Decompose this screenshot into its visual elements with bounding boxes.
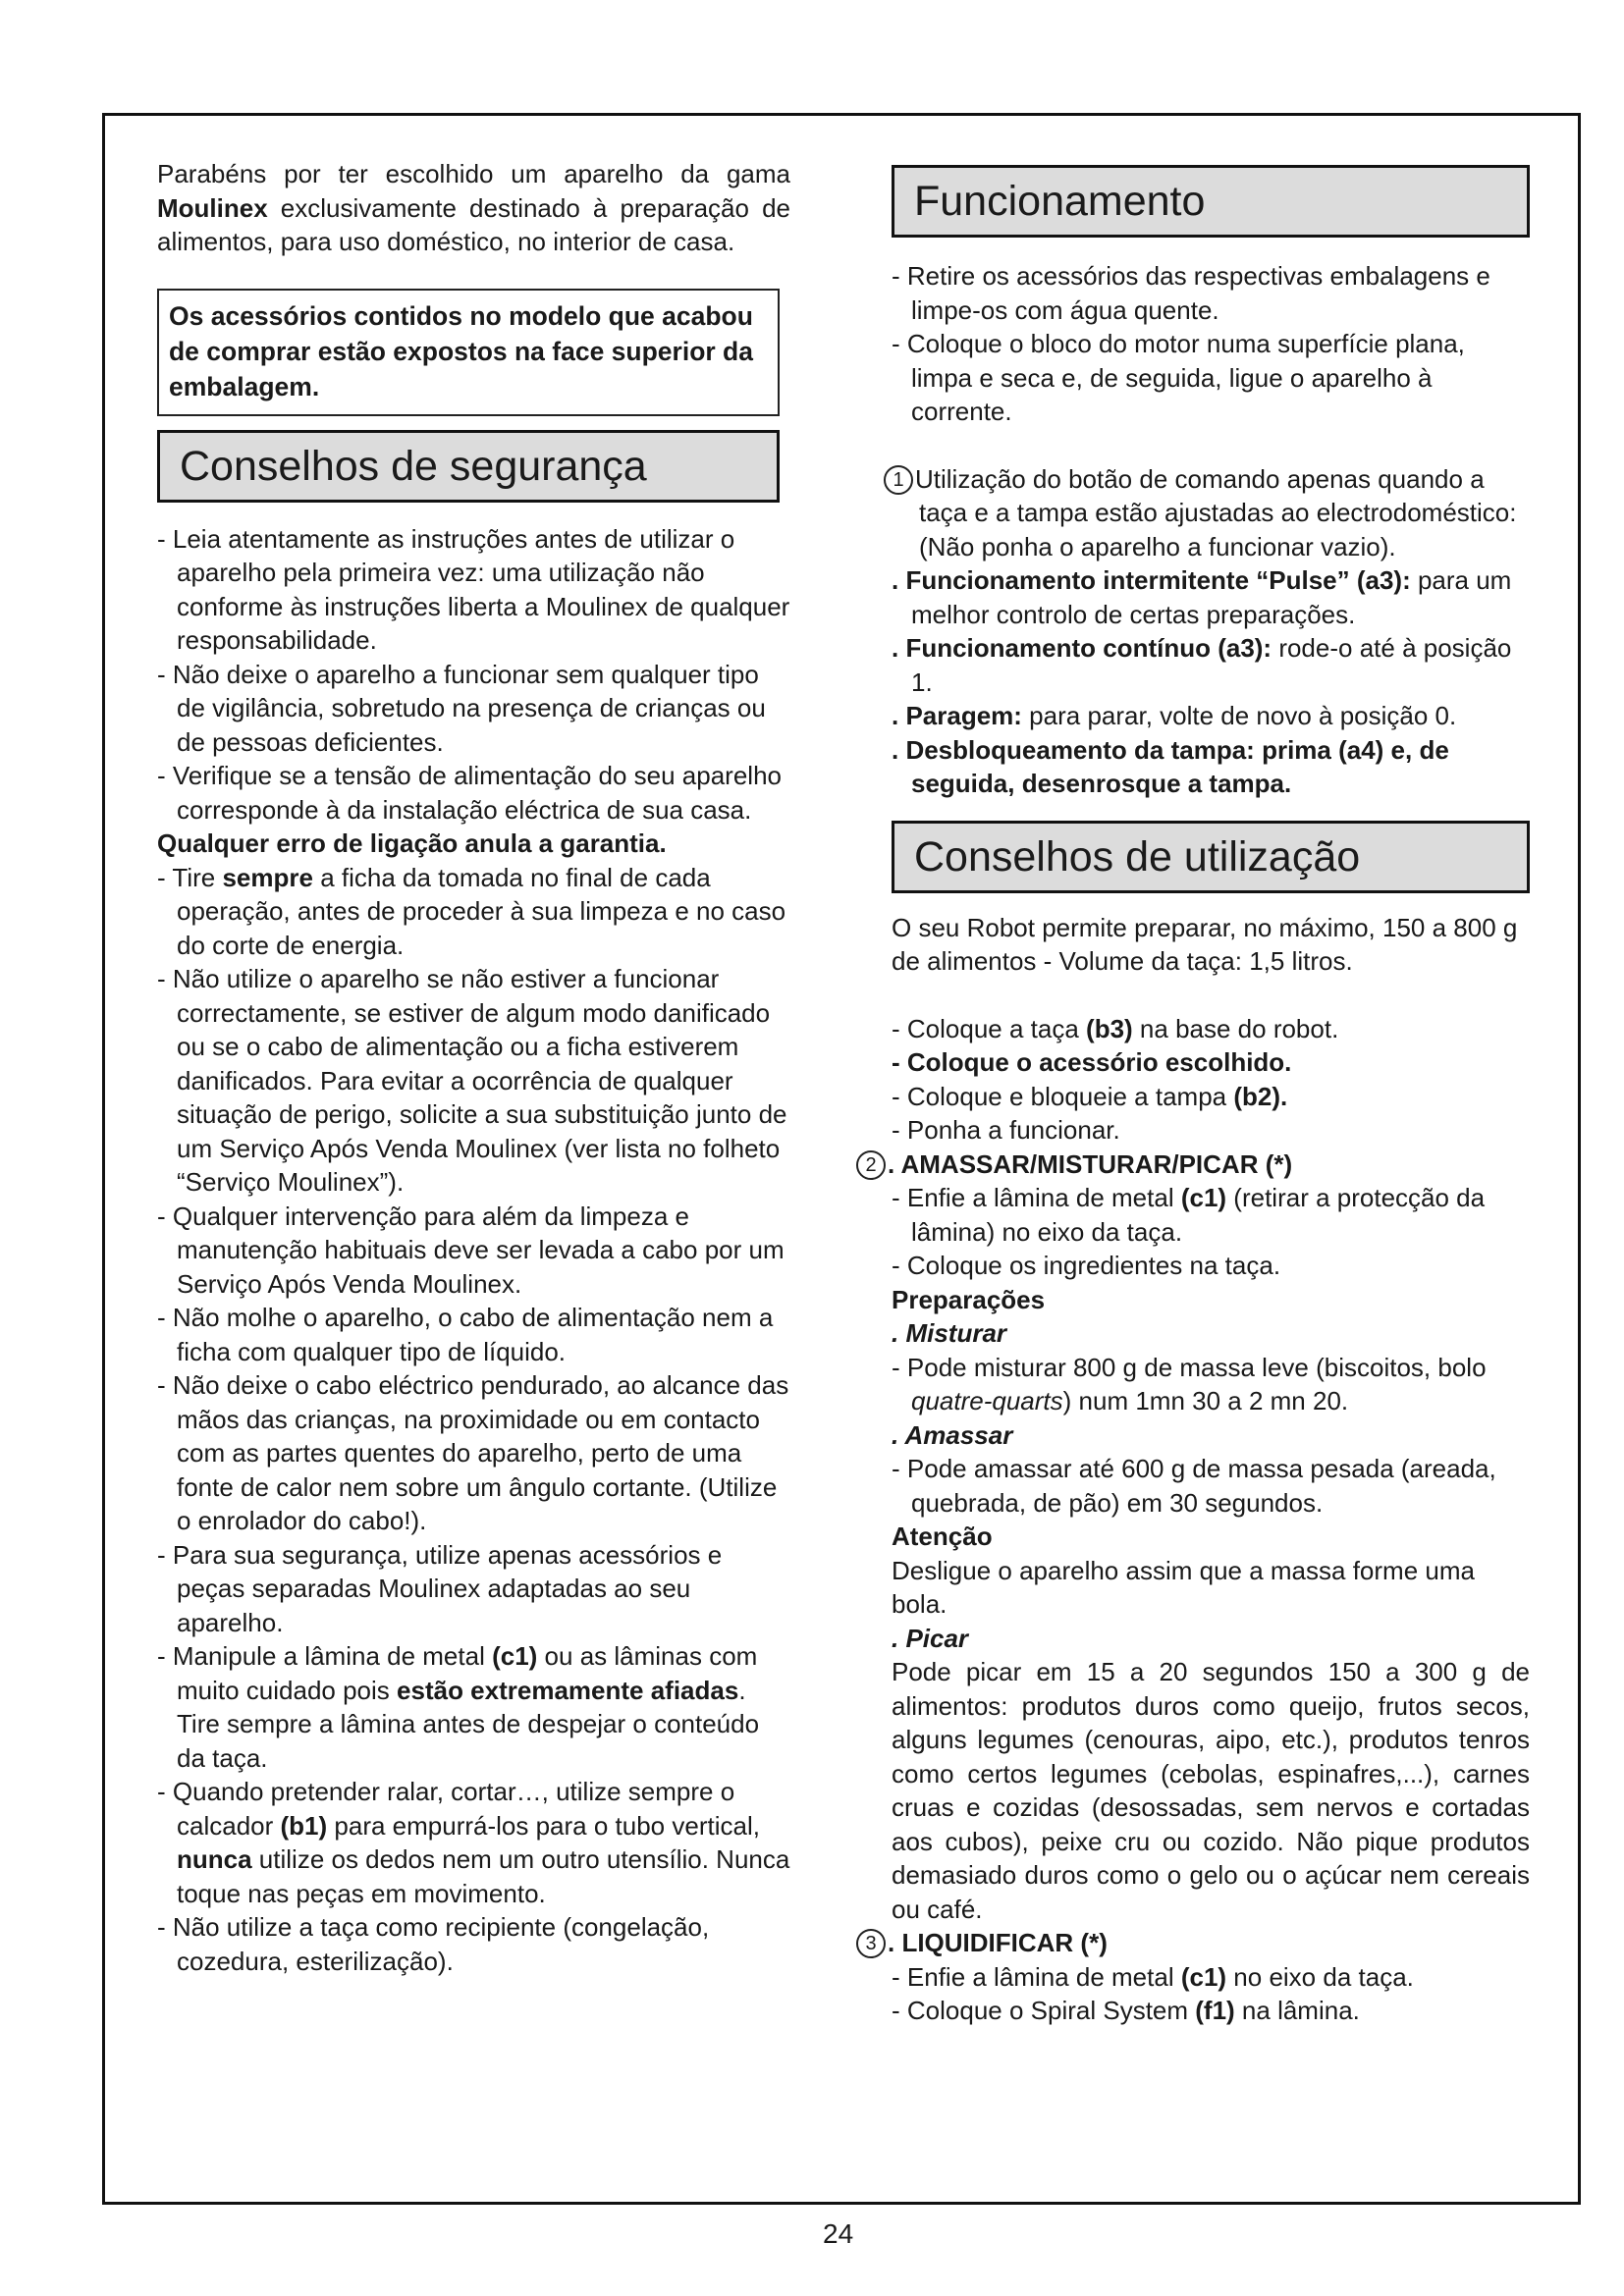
funcionamento-section-title: Funcionamento [892,165,1530,238]
list-item: - Enfie a lâmina de metal (c1) no eixo da taça. [892,1960,1530,1995]
knead-heading: . Amassar [892,1419,1013,1450]
step-number-2: 2 [856,1150,886,1180]
list-item: - Pode amassar até 600 g de massa pesada (areada, quebrada, de pão) em 30 segundos. [892,1452,1530,1520]
utilizacao-steps [892,1012,1530,1046]
step-3-list [892,1960,1530,2028]
warranty-warning: Qualquer erro de ligação anula a garantia. [157,828,667,858]
chop-heading: . Picar [892,1623,969,1653]
list-item: - Retire os acessórios das respectivas embalagens e limpe-os com água quente. [892,259,1530,327]
step-3-title: 3 . LIQUIDIFICAR (*) [856,1926,1530,1960]
mix-heading: . Misturar [892,1318,1007,1348]
knead-list [892,1452,1530,1520]
list-item: - Quando pretender ralar, cortar…, utilize sempre o calcador (b1) para empurrá-los para o tubo vertical, nunca utilize os dedos nem um outro utensílio. Nunca toque nas peças em movimento. [157,1775,790,1910]
right-column [865,165,1530,2028]
step-1: 1 Utilização do botão de comando apenas quando a taça e a tampa estão ajustadas ao electrodoméstico: (Não ponha o aparelho a funcionar vazio). [892,462,1530,564]
safety-list-2 [157,861,790,1979]
attention-heading: Atenção [892,1522,993,1551]
step-2-title: 2 . AMASSAR/MISTURAR/PICAR (*) [856,1148,1530,1182]
utilizacao-steps-2 [892,1080,1530,1148]
list-item: - Para sua segurança, utilize apenas acessórios e peças separadas Moulinex adaptadas ao seu aparelho. [157,1538,790,1640]
list-item: - Verifique se a tensão de alimentação do seu aparelho corresponde à da instalação eléctrica de sua casa. [157,759,790,827]
list-item: - Não deixe o aparelho a funcionar sem qualquer tipo de vigilância, sobretudo na presença de crianças ou de pessoas deficientes. [157,658,790,760]
step-2-list [892,1181,1530,1283]
list-item: - Ponha a funcionar. [892,1113,1530,1148]
preparations-heading: Preparações [892,1284,1046,1314]
list-item: - Qualquer intervenção para além da limpeza e manutenção habituais deve ser levada a cabo por um Serviço Após Venda Moulinex. [157,1200,790,1302]
list-item: - Coloque o bloco do motor numa superfície plana, limpa e seca e, de seguida, ligue o aparelho à corrente. [892,327,1530,429]
attention-text: Desligue o aparelho assim que a massa forme uma bola. [892,1555,1475,1619]
step-number-3: 3 [856,1929,886,1958]
utilizacao-intro: O seu Robot permite preparar, no máximo, 150 a 800 g de alimentos - Volume da taça: 1,5 litros. [892,912,1518,976]
list-item: - Enfie a lâmina de metal (c1) (retirar a protecção da lâmina) no eixo da taça. [892,1181,1530,1249]
list-item: - Manipule a lâmina de metal (c1) ou as lâminas com muito cuidado pois estão extremamente afiadas. Tire sempre a lâmina antes de despejar o conteúdo da taça. [157,1639,790,1775]
pulse-mode: . Funcionamento intermitente “Pulse” (a3): para um melhor controlo de certas preparações. [892,565,1512,629]
list-item: - Coloque e bloqueie a tampa (b2). [892,1080,1530,1114]
step-number-1: 1 [884,465,913,495]
safety-section-title: Conselhos de segurança [157,430,780,503]
accessories-notice: Os acessórios contidos no modelo que acabou de comprar estão expostos na face superior da embalagem. [157,289,780,416]
utilizacao-section-title: Conselhos de utilização [892,821,1530,893]
list-item: - Não molhe o aparelho, o cabo de alimentação nem a ficha com qualquer tipo de líquido. [157,1301,790,1368]
funcionamento-list [892,259,1530,429]
intro-paragraph: Parabéns por ter escolhido um aparelho da gama Moulinex exclusivamente destinado à preparação de alimentos, para uso doméstico, no interior de casa. [157,159,790,256]
page-number: 24 [823,2218,854,2249]
left-column [157,157,790,1978]
list-item: - Coloque o Spiral System (f1) na lâmina. [892,1994,1530,2028]
list-item: - Pode misturar 800 g de massa leve (biscoitos, bolo quatre-quarts) num 1mn 30 a 2 mn 20. [892,1351,1530,1418]
choose-accessory: - Coloque o acessório escolhido. [892,1047,1292,1077]
list-item: - Coloque os ingredientes na taça. [892,1249,1530,1283]
list-item: - Leia atentamente as instruções antes de utilizar o aparelho pela primeira vez: uma utilização não conforme às instruções liberta a Moulinex de qualquer responsabilidade. [157,522,790,658]
lid-unlock: . Desbloqueamento da tampa: prima (a4) e, de seguida, desenrosque a tampa. [892,734,1449,798]
chop-text: Pode picar em 15 a 20 segundos 150 a 300 g de alimentos: produtos duros como queijo, frutos secos, alguns legumes (cenouras, aipo, etc.), produtos tenros como certos legumes (cebolas, espinafres,...), carnes cruas e cozidas (desossadas, sem nervos e cortadas aos cubos), peixe cru ou cozido. Não pique produtos demasiado duros como o gelo ou o açúcar nem cereais ou café. [892,1657,1530,1924]
list-item: - Não utilize a taça como recipiente (congelação, cozedura, esterilização). [157,1910,790,1978]
stop-mode: . Paragem: para parar, volte de novo à posição 0. [892,701,1457,730]
continuous-mode: . Funcionamento contínuo (a3): rode-o até à posição 1. [892,633,1512,697]
list-item: - Não deixe o cabo eléctrico pendurado, ao alcance das mãos das crianças, na proximidade ou em contacto com as partes quentes do aparelho, perto de uma fonte de calor nem sobre um ângulo cortante. (Utilize o enrolador do cabo!). [157,1368,790,1538]
brand-name: Moulinex [157,192,268,223]
mix-list [892,1351,1530,1418]
list-item: - Tire sempre a ficha da tomada no final de cada operação, antes de proceder à sua limpeza e no caso do corte de energia. [157,861,790,963]
safety-list [157,522,790,828]
list-item: - Não utilize o aparelho se não estiver a funcionar correctamente, se estiver de algum modo danificado ou se o cabo de alimentação ou a ficha estiverem danificados. Para evitar a ocorrência de qualquer situação de perigo, solicite a sua substituição junto de um Serviço Após Venda Moulinex (ver lista no folheto “Serviço Moulinex”). [157,962,790,1200]
list-item: - Coloque a taça (b3) na base do robot. [892,1012,1530,1046]
